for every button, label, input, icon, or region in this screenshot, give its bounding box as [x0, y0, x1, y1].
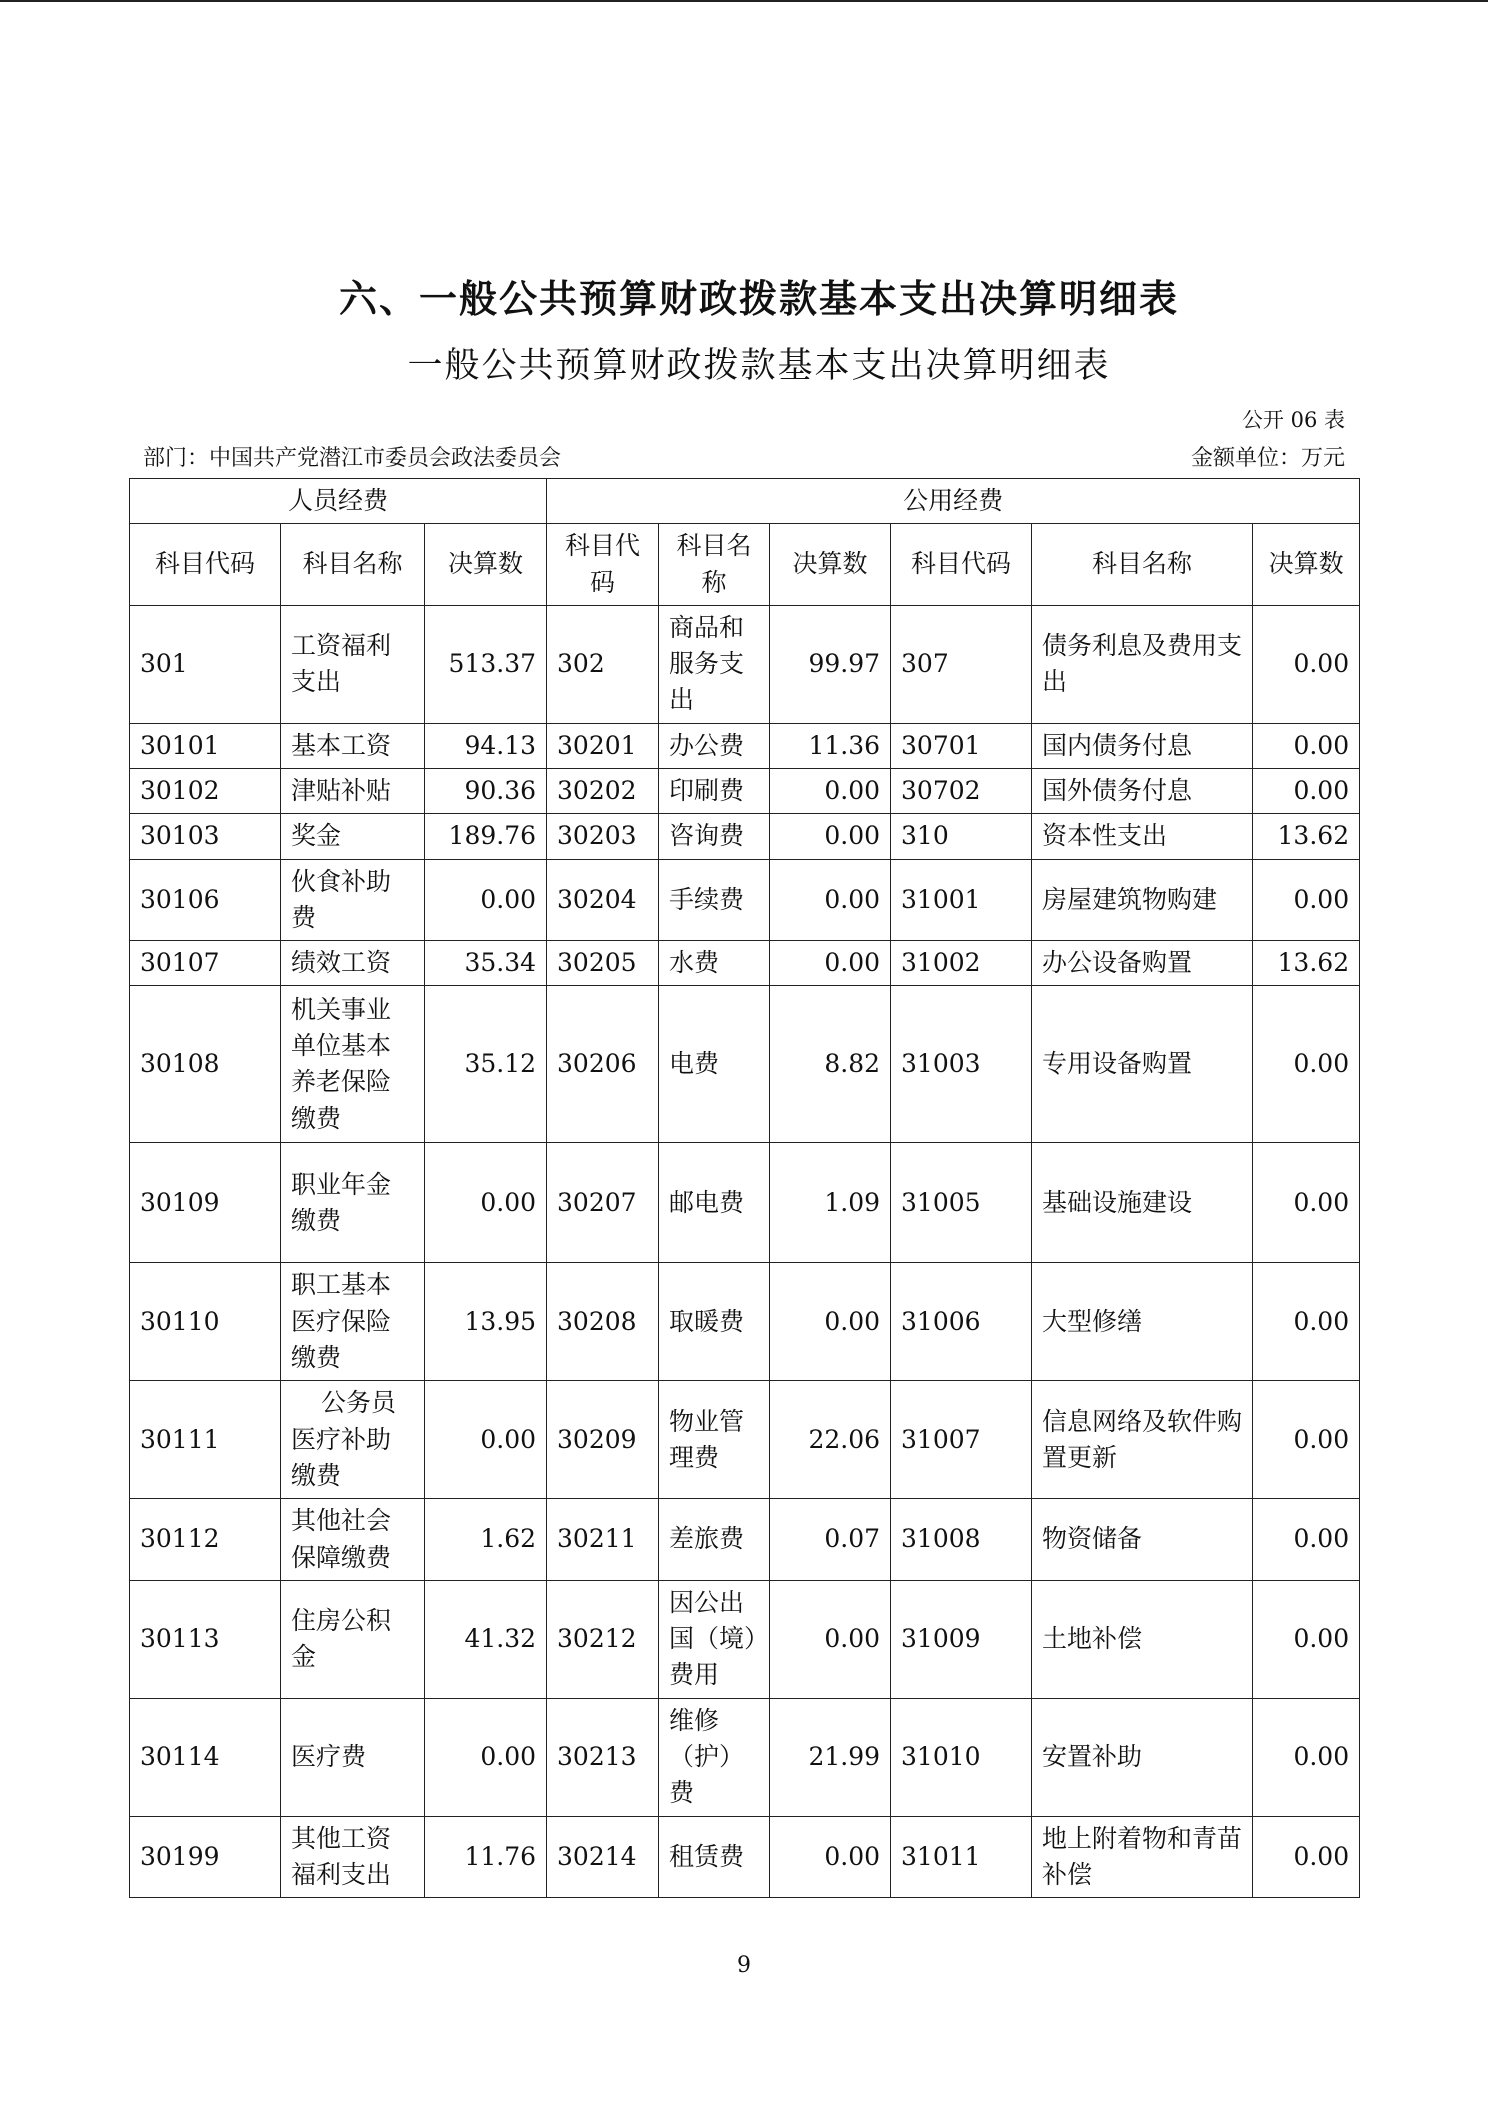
capital-name-cell: 土地补偿	[1032, 1580, 1253, 1698]
personnel-code-cell: 30107	[130, 941, 281, 986]
capital-amount-cell: 0.00	[1253, 1816, 1360, 1898]
table-row	[130, 1816, 1360, 1898]
col-header-personnel-amount: 决算数	[425, 524, 547, 606]
capital-amount-cell: 0.00	[1253, 605, 1360, 723]
personnel-name-cell: 职工基本医疗保险缴费	[281, 1263, 425, 1381]
capital-code-cell: 31002	[891, 941, 1032, 986]
col-header-goods-amount: 决算数	[770, 524, 891, 606]
personnel-name-cell: 公务员医疗补助缴费	[281, 1381, 425, 1499]
personnel-name-cell: 伙食补助费	[281, 859, 425, 941]
personnel-amount-cell: 0.00	[425, 1381, 547, 1499]
capital-name-cell: 债务利息及费用支出	[1032, 605, 1253, 723]
top-border	[0, 0, 1488, 2]
table-row	[130, 769, 1360, 814]
capital-code-cell: 31001	[891, 859, 1032, 941]
form-number: 公开 06 表	[1241, 408, 1345, 432]
goods-amount-cell: 0.00	[770, 814, 891, 859]
capital-name-cell: 大型修缮	[1032, 1263, 1253, 1381]
personnel-amount-cell: 41.32	[425, 1580, 547, 1698]
goods-code-cell: 30205	[547, 941, 659, 986]
goods-name-cell: 办公费	[659, 723, 770, 768]
capital-name-cell: 物资储备	[1032, 1499, 1253, 1581]
capital-code-cell: 31010	[891, 1698, 1032, 1816]
goods-amount-cell: 0.00	[770, 769, 891, 814]
personnel-code-cell: 30106	[130, 859, 281, 941]
goods-name-cell: 电费	[659, 986, 770, 1143]
goods-amount-cell: 99.97	[770, 605, 891, 723]
personnel-code-cell: 30199	[130, 1816, 281, 1898]
goods-amount-cell: 11.36	[770, 723, 891, 768]
capital-amount-cell: 0.00	[1253, 1263, 1360, 1381]
personnel-amount-cell: 0.00	[425, 1143, 547, 1263]
goods-code-cell: 30214	[547, 1816, 659, 1898]
column-header-row	[130, 524, 1360, 606]
personnel-name-cell: 绩效工资	[281, 941, 425, 986]
table-row	[130, 859, 1360, 941]
goods-code-cell: 30204	[547, 859, 659, 941]
personnel-code-cell: 30114	[130, 1698, 281, 1816]
personnel-amount-cell: 94.13	[425, 723, 547, 768]
goods-code-cell: 30206	[547, 986, 659, 1143]
capital-code-cell: 31009	[891, 1580, 1032, 1698]
capital-name-cell: 信息网络及软件购置更新	[1032, 1381, 1253, 1499]
goods-amount-cell: 1.09	[770, 1143, 891, 1263]
capital-code-cell: 307	[891, 605, 1032, 723]
personnel-name-cell: 机关事业单位基本养老保险缴费	[281, 986, 425, 1143]
personnel-group-header: 人员经费	[130, 479, 547, 524]
personnel-name-cell: 住房公积金	[281, 1580, 425, 1698]
personnel-name-cell: 奖金	[281, 814, 425, 859]
capital-code-cell: 31006	[891, 1263, 1032, 1381]
col-header-capital-code: 科目代码	[891, 524, 1032, 606]
capital-amount-cell: 13.62	[1253, 941, 1360, 986]
personnel-amount-cell: 0.00	[425, 859, 547, 941]
goods-name-cell: 差旅费	[659, 1499, 770, 1581]
capital-amount-cell: 0.00	[1253, 1143, 1360, 1263]
page-number: 9	[737, 1953, 751, 1978]
table-row	[130, 1263, 1360, 1381]
capital-code-cell: 31003	[891, 986, 1032, 1143]
table-row	[130, 1580, 1360, 1698]
goods-name-cell: 印刷费	[659, 769, 770, 814]
capital-name-cell: 国外债务付息	[1032, 769, 1253, 814]
goods-amount-cell: 0.00	[770, 1263, 891, 1381]
capital-code-cell: 30701	[891, 723, 1032, 768]
capital-name-cell: 地上附着物和青苗补偿	[1032, 1816, 1253, 1898]
capital-amount-cell: 0.00	[1253, 769, 1360, 814]
capital-name-cell: 安置补助	[1032, 1698, 1253, 1816]
goods-amount-cell: 0.00	[770, 941, 891, 986]
capital-amount-cell: 13.62	[1253, 814, 1360, 859]
personnel-code-cell: 30108	[130, 986, 281, 1143]
personnel-name-cell: 津贴补贴	[281, 769, 425, 814]
col-header-personnel-name: 科目名称	[281, 524, 425, 606]
table-row	[130, 1381, 1360, 1499]
goods-amount-cell: 0.07	[770, 1499, 891, 1581]
group-header-row	[130, 479, 1360, 524]
goods-name-cell: 物业管理费	[659, 1381, 770, 1499]
personnel-name-cell: 工资福利支出	[281, 605, 425, 723]
personnel-amount-cell: 90.36	[425, 769, 547, 814]
table-row	[130, 814, 1360, 859]
capital-code-cell: 30702	[891, 769, 1032, 814]
personnel-code-cell: 30101	[130, 723, 281, 768]
personnel-amount-cell: 35.34	[425, 941, 547, 986]
col-header-capital-amount: 决算数	[1253, 524, 1360, 606]
unit-label: 金额单位：万元	[1190, 446, 1345, 471]
personnel-amount-cell: 35.12	[425, 986, 547, 1143]
personnel-code-cell: 301	[130, 605, 281, 723]
personnel-amount-cell: 189.76	[425, 814, 547, 859]
capital-name-cell: 房屋建筑物购建	[1032, 859, 1253, 941]
table-row	[130, 986, 1360, 1143]
goods-code-cell: 302	[547, 605, 659, 723]
goods-code-cell: 30209	[547, 1381, 659, 1499]
personnel-code-cell: 30112	[130, 1499, 281, 1581]
page-title: 六、一般公共预算财政拨款基本支出决算明细表	[338, 277, 1179, 321]
capital-name-cell: 专用设备购置	[1032, 986, 1253, 1143]
goods-code-cell: 30203	[547, 814, 659, 859]
personnel-code-cell: 30113	[130, 1580, 281, 1698]
goods-code-cell: 30207	[547, 1143, 659, 1263]
col-header-capital-name: 科目名称	[1032, 524, 1253, 606]
col-header-personnel-code: 科目代码	[130, 524, 281, 606]
capital-amount-cell: 0.00	[1253, 1580, 1360, 1698]
personnel-amount-cell: 513.37	[425, 605, 547, 723]
personnel-code-cell: 30102	[130, 769, 281, 814]
capital-code-cell: 31011	[891, 1816, 1032, 1898]
capital-name-cell: 资本性支出	[1032, 814, 1253, 859]
goods-name-cell: 租赁费	[659, 1816, 770, 1898]
goods-name-cell: 咨询费	[659, 814, 770, 859]
goods-amount-cell: 8.82	[770, 986, 891, 1143]
table-row	[130, 941, 1360, 986]
personnel-name-cell: 其他工资福利支出	[281, 1816, 425, 1898]
goods-name-cell: 手续费	[659, 859, 770, 941]
capital-amount-cell: 0.00	[1253, 1499, 1360, 1581]
personnel-code-cell: 30110	[130, 1263, 281, 1381]
goods-amount-cell: 0.00	[770, 1580, 891, 1698]
goods-name-cell: 邮电费	[659, 1143, 770, 1263]
goods-code-cell: 30213	[547, 1698, 659, 1816]
capital-name-cell: 国内债务付息	[1032, 723, 1253, 768]
table-row	[130, 1143, 1360, 1263]
goods-amount-cell: 22.06	[770, 1381, 891, 1499]
goods-code-cell: 30202	[547, 769, 659, 814]
capital-name-cell: 办公设备购置	[1032, 941, 1253, 986]
personnel-name-cell: 职业年金缴费	[281, 1143, 425, 1263]
personnel-name-cell: 其他社会保障缴费	[281, 1499, 425, 1581]
department-label: 部门：中国共产党潜江市委员会政法委员会	[143, 446, 562, 471]
goods-code-cell: 30211	[547, 1499, 659, 1581]
table-row	[130, 605, 1360, 723]
table-subtitle: 一般公共预算财政拨款基本支出决算明细表	[407, 346, 1111, 386]
goods-amount-cell: 0.00	[770, 1816, 891, 1898]
personnel-amount-cell: 11.76	[425, 1816, 547, 1898]
capital-code-cell: 31005	[891, 1143, 1032, 1263]
capital-code-cell: 310	[891, 814, 1032, 859]
personnel-code-cell: 30111	[130, 1381, 281, 1499]
personnel-code-cell: 30109	[130, 1143, 281, 1263]
col-header-goods-code: 科目代码	[547, 524, 659, 606]
goods-code-cell: 30208	[547, 1263, 659, 1381]
table-row	[130, 1698, 1360, 1816]
goods-name-cell: 维修（护）费	[659, 1698, 770, 1816]
personnel-amount-cell: 13.95	[425, 1263, 547, 1381]
capital-amount-cell: 0.00	[1253, 723, 1360, 768]
personnel-name-cell: 医疗费	[281, 1698, 425, 1816]
col-header-goods-name: 科目名称	[659, 524, 770, 606]
goods-amount-cell: 0.00	[770, 859, 891, 941]
goods-name-cell: 水费	[659, 941, 770, 986]
goods-name-cell: 因公出国（境）费用	[659, 1580, 770, 1698]
capital-amount-cell: 0.00	[1253, 1381, 1360, 1499]
capital-code-cell: 31007	[891, 1381, 1032, 1499]
goods-code-cell: 30201	[547, 723, 659, 768]
capital-code-cell: 31008	[891, 1499, 1032, 1581]
personnel-code-cell: 30103	[130, 814, 281, 859]
table-row	[130, 723, 1360, 768]
goods-amount-cell: 21.99	[770, 1698, 891, 1816]
goods-name-cell: 取暖费	[659, 1263, 770, 1381]
goods-name-cell: 商品和服务支出	[659, 605, 770, 723]
public-group-header: 公用经费	[547, 479, 1360, 524]
capital-amount-cell: 0.00	[1253, 859, 1360, 941]
capital-amount-cell: 0.00	[1253, 1698, 1360, 1816]
goods-code-cell: 30212	[547, 1580, 659, 1698]
table-row	[130, 1499, 1360, 1581]
expenditure-table	[129, 478, 1360, 1898]
personnel-amount-cell: 0.00	[425, 1698, 547, 1816]
personnel-name-cell: 基本工资	[281, 723, 425, 768]
capital-amount-cell: 0.00	[1253, 986, 1360, 1143]
personnel-amount-cell: 1.62	[425, 1499, 547, 1581]
capital-name-cell: 基础设施建设	[1032, 1143, 1253, 1263]
